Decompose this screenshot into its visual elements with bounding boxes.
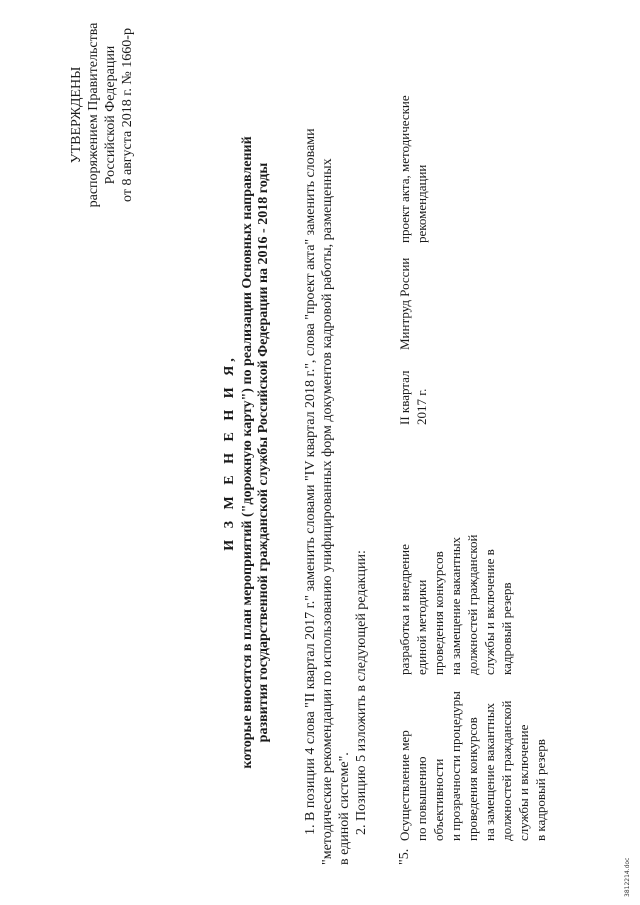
- activity-line: службы и включение: [516, 724, 531, 841]
- activity-line: по повышению: [414, 756, 429, 841]
- result-line: проект акта, методические: [397, 95, 412, 243]
- activity-line: должностей гражданской: [499, 700, 514, 841]
- file-reference: 3812214.doc: [624, 857, 631, 897]
- measure-line: проведения конкурсов: [431, 551, 446, 675]
- activity-line: на замещение вакантных: [482, 702, 497, 841]
- approval-stamp: [68, 15, 136, 215]
- heading-line-1: которые вносятся в план мероприятий ("дорожную карту") по реализации Основных направлений: [240, 136, 255, 769]
- column-responsible: [396, 258, 413, 350]
- activity-line: в кадровый резерв: [533, 739, 548, 841]
- paragraph-1-line-2: "методические рекомендации по использованию унифицированных форм документов кадровой работы, размещенных: [320, 158, 335, 865]
- deadline-line: II квартал: [397, 370, 412, 425]
- document-body: [302, 85, 370, 865]
- approval-title: УТВЕРЖДЕНЫ: [69, 66, 84, 164]
- paragraph-1-line-3: в единой системе".: [337, 752, 352, 865]
- measure-line: разработка и внедрение: [397, 544, 412, 675]
- document-heading: [222, 0, 272, 905]
- responsible-line: Минтруд России: [397, 257, 412, 350]
- measure-line: на замещение вакантных: [448, 536, 463, 675]
- activity-line: и прозрачности процедуры: [448, 691, 463, 841]
- measure-line: единой методики: [414, 579, 429, 675]
- activity-line: объективности: [431, 758, 446, 841]
- heading-line-2: развития государственной гражданской службы Российской Федерации на 2016 - 2018 годы: [256, 162, 271, 743]
- measure-line: должностей гражданской: [465, 534, 480, 675]
- approval-order: распоряжением Правительства: [86, 22, 101, 208]
- paragraph-2: 2. Позицию 5 изложить в следующей редакции:: [354, 550, 369, 835]
- activity-line: проведения конкурсов: [465, 717, 480, 841]
- measure-line: службы и включение в: [482, 549, 497, 675]
- column-activity: [396, 691, 549, 841]
- approval-date: от 8 августа 2018 г. № 1660-р: [120, 28, 135, 202]
- deadline-line: 2017 г.: [414, 388, 429, 425]
- approval-country: Российской Федерации: [103, 45, 118, 185]
- paragraph-1-line-1: 1. В позиции 4 слова "II квартал 2017 г." заменить словами "IV квартал 2018 г.", слова "проект акта" заменить словами: [303, 128, 318, 835]
- activity-line: Осуществление мер: [397, 730, 412, 841]
- measure-line: кадровый резерв: [499, 582, 514, 675]
- page-title: И З М Е Н Е Н И Я,: [222, 354, 237, 551]
- result-line: рекомендации: [414, 164, 429, 243]
- column-deadline: [396, 370, 430, 425]
- column-measures: [396, 535, 515, 675]
- column-result: [396, 95, 430, 243]
- row-number: "5.: [397, 848, 412, 865]
